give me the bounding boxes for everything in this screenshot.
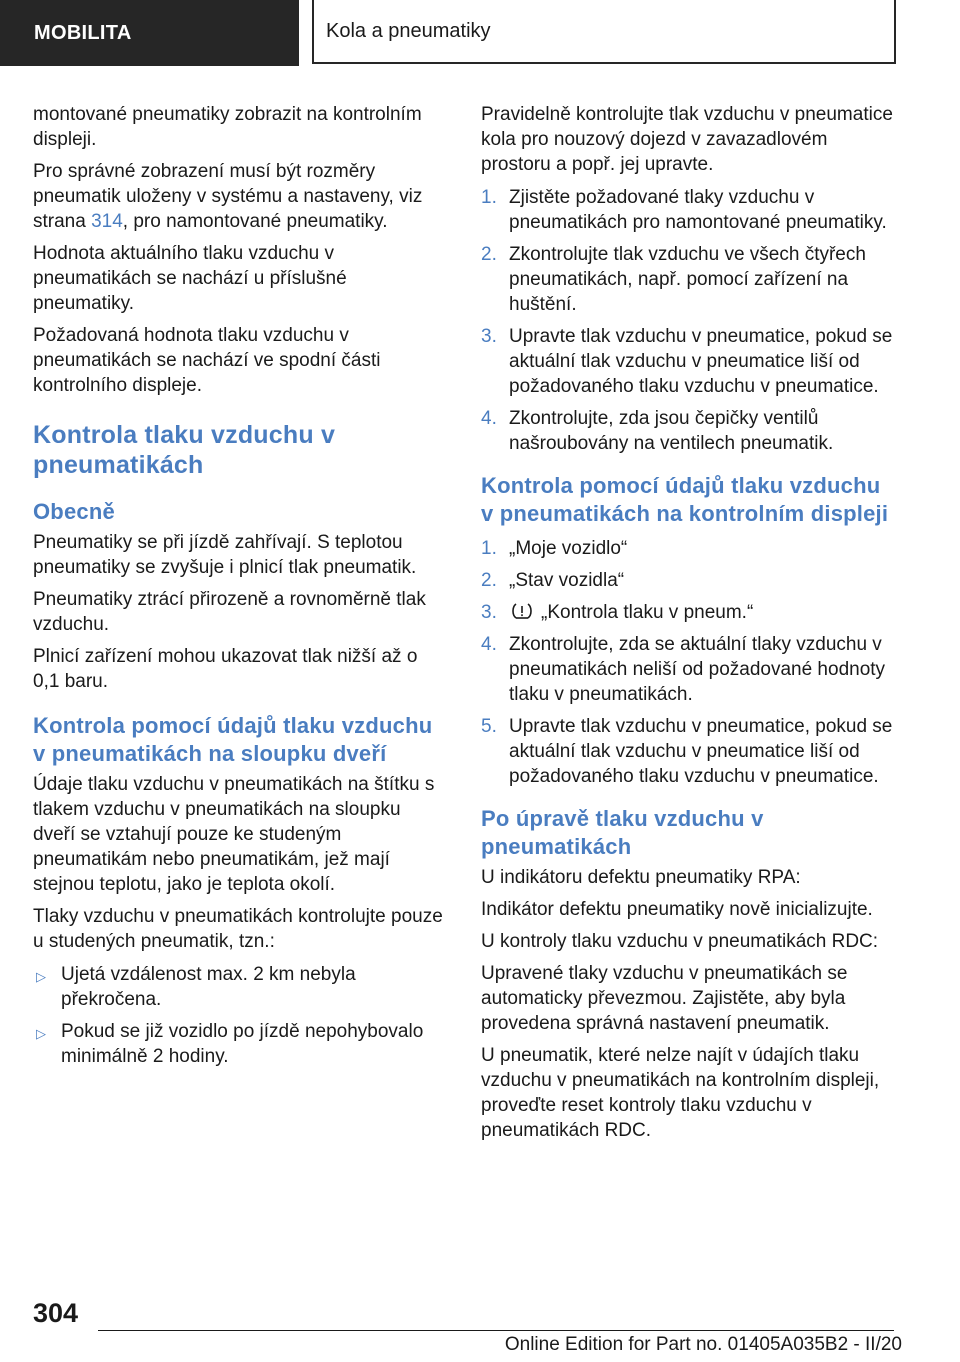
paragraph: Pneumatiky ztrácí přirozeně a rovnoměrně tlak vzduchu. <box>33 589 426 635</box>
step-text: Zkontrolujte, zda se aktuální tlaky vzduchu v pneumatikách neliší od požadované hodnoty tlaku v pneumatikách. <box>509 634 886 705</box>
bullet-list <box>33 962 447 1069</box>
list-item-text: Pokud se již vozidlo po jízdě nepohybovalo minimálně 2 hodiny. <box>61 1021 424 1067</box>
step-number: 4. <box>481 408 497 429</box>
step-number: 5. <box>481 716 497 737</box>
paragraph: Požadovaná hodnota tlaku vzduchu v pneumatikách se nachází ve spodní části kontrolního displeje. <box>33 325 381 396</box>
list-item <box>481 406 895 456</box>
triangle-bullet-icon: ▷ <box>36 969 46 984</box>
list-item <box>481 568 895 593</box>
paragraph: U indikátoru defektu pneumatiky RPA: <box>481 867 801 888</box>
list-item <box>481 185 895 235</box>
tire-pressure-warning-icon <box>511 602 533 620</box>
page-reference-link[interactable]: 314 <box>91 211 123 232</box>
right-column <box>481 102 895 1150</box>
steps-list <box>481 185 895 456</box>
subsection-heading: Po úpravě tlaku vzduchu v pneumatikách <box>481 806 764 859</box>
step-text: Zkontrolujte, zda jsou čepičky ventilů našroubovány na ventilech pneumatik. <box>509 408 834 454</box>
list-item <box>481 714 895 789</box>
step-number: 1. <box>481 187 497 208</box>
step-text: Upravte tlak vzduchu v pneumatice, pokud se aktuální tlak vzduchu v pneumatice liší od požadovaného tlaku vzduchu v pneumatice. <box>509 326 893 397</box>
list-item <box>481 600 895 625</box>
subsection-heading: Kontrola pomocí údajů tlaku vzduchu v pneumatikách na kontrolním displeji <box>481 473 889 526</box>
paragraph: Tlaky vzduchu v pneumatikách kontrolujte pouze u studených pneumatik, tzn.: <box>33 906 443 952</box>
page-header <box>0 0 960 66</box>
list-item <box>481 632 895 707</box>
paragraph: U pneumatik, které nelze najít v údajích tlaku vzduchu v pneumatikách na kontrolním displeji, proveďte reset kontroly tlaku vzduchu v pneumatikách RDC. <box>481 1045 880 1141</box>
section-tab: MOBILITA <box>0 0 299 66</box>
footer-divider <box>98 1330 894 1331</box>
step-text: „Kontrola tlaku v pneum.“ <box>541 602 754 623</box>
paragraph: Upravené tlaky vzduchu v pneumatikách se automaticky převezmou. Zajistěte, aby byla provedena správná nastavení pneumatik. <box>481 963 848 1034</box>
step-number: 1. <box>481 538 497 559</box>
paragraph: Indikátor defektu pneumatiky nově inicializujte. <box>481 899 873 920</box>
step-text: Upravte tlak vzduchu v pneumatice, pokud se aktuální tlak vzduchu v pneumatice liší od požadovaného tlaku vzduchu v pneumatice. <box>509 716 893 787</box>
step-number: 3. <box>481 602 497 623</box>
step-text: Zjistěte požadované tlaky vzduchu v pneumatikách pro namontované pneumatiky. <box>509 187 887 233</box>
step-number: 3. <box>481 326 497 347</box>
list-item <box>33 1019 447 1069</box>
paragraph: Pneumatiky se při jízdě zahřívají. S teplotou pneumatiky se zvyšuje i plnicí tlak pneumatik. <box>33 532 417 578</box>
paragraph-text: , pro namontované pneumatiky. <box>122 211 388 232</box>
triangle-bullet-icon: ▷ <box>36 1026 46 1041</box>
chapter-title: Kola a pneumatiky <box>312 0 896 64</box>
subsection-heading: Obecně <box>33 499 115 524</box>
section-heading: Kontrola tlaku vzduchu v pneumatikách <box>33 421 336 479</box>
subsection-heading: Kontrola pomocí údajů tlaku vzduchu v pneumatikách na sloupku dveří <box>33 713 433 766</box>
step-number: 4. <box>481 634 497 655</box>
edition-note: Online Edition for Part no. 01405A035B2 - II/20 <box>504 1334 902 1355</box>
paragraph: Plnicí zařízení mohou ukazovat tlak nižší až o 0,1 baru. <box>33 646 418 692</box>
paragraph <box>33 159 447 234</box>
step-text: Zkontrolujte tlak vzduchu ve všech čtyřech pneumatikách, např. pomocí zařízení na huštění. <box>509 244 866 315</box>
step-number: 2. <box>481 244 497 265</box>
paragraph-text: Pro správné zobrazení musí být rozměry pneumatik uloženy v systému a nastaveny, viz strana <box>33 161 423 232</box>
list-item-text: Ujetá vzdálenost max. 2 km nebyla překročena. <box>61 964 356 1010</box>
list-item <box>481 242 895 317</box>
steps-list <box>481 536 895 789</box>
paragraph: Údaje tlaku vzduchu v pneumatikách na štítku s tlakem vzduchu v pneumatikách na sloupku dveří se vztahují pouze ke studeným pneumatikám nebo pneumatikám, jež mají stejnou teplotu, jako je teplota okolí. <box>33 774 435 895</box>
step-text: „Stav vozidla“ <box>509 570 625 591</box>
paragraph: montované pneumatiky zobrazit na kontrolním displeji. <box>33 104 422 150</box>
paragraph: U kontroly tlaku vzduchu v pneumatikách RDC: <box>481 931 879 952</box>
paragraph: Hodnota aktuálního tlaku vzduchu v pneumatikách se nachází u příslušné pneumatiky. <box>33 243 347 314</box>
page-number: 304 <box>33 1298 79 1328</box>
step-text: „Moje vozidlo“ <box>509 538 628 559</box>
list-item <box>481 324 895 399</box>
list-item <box>481 536 895 561</box>
left-column <box>33 102 447 1077</box>
paragraph: Pravidelně kontrolujte tlak vzduchu v pneumatice kola pro nouzový dojezd v zavazadlovém prostoru a popř. jej upravte. <box>481 104 893 175</box>
step-number: 2. <box>481 570 497 591</box>
list-item <box>33 962 447 1012</box>
